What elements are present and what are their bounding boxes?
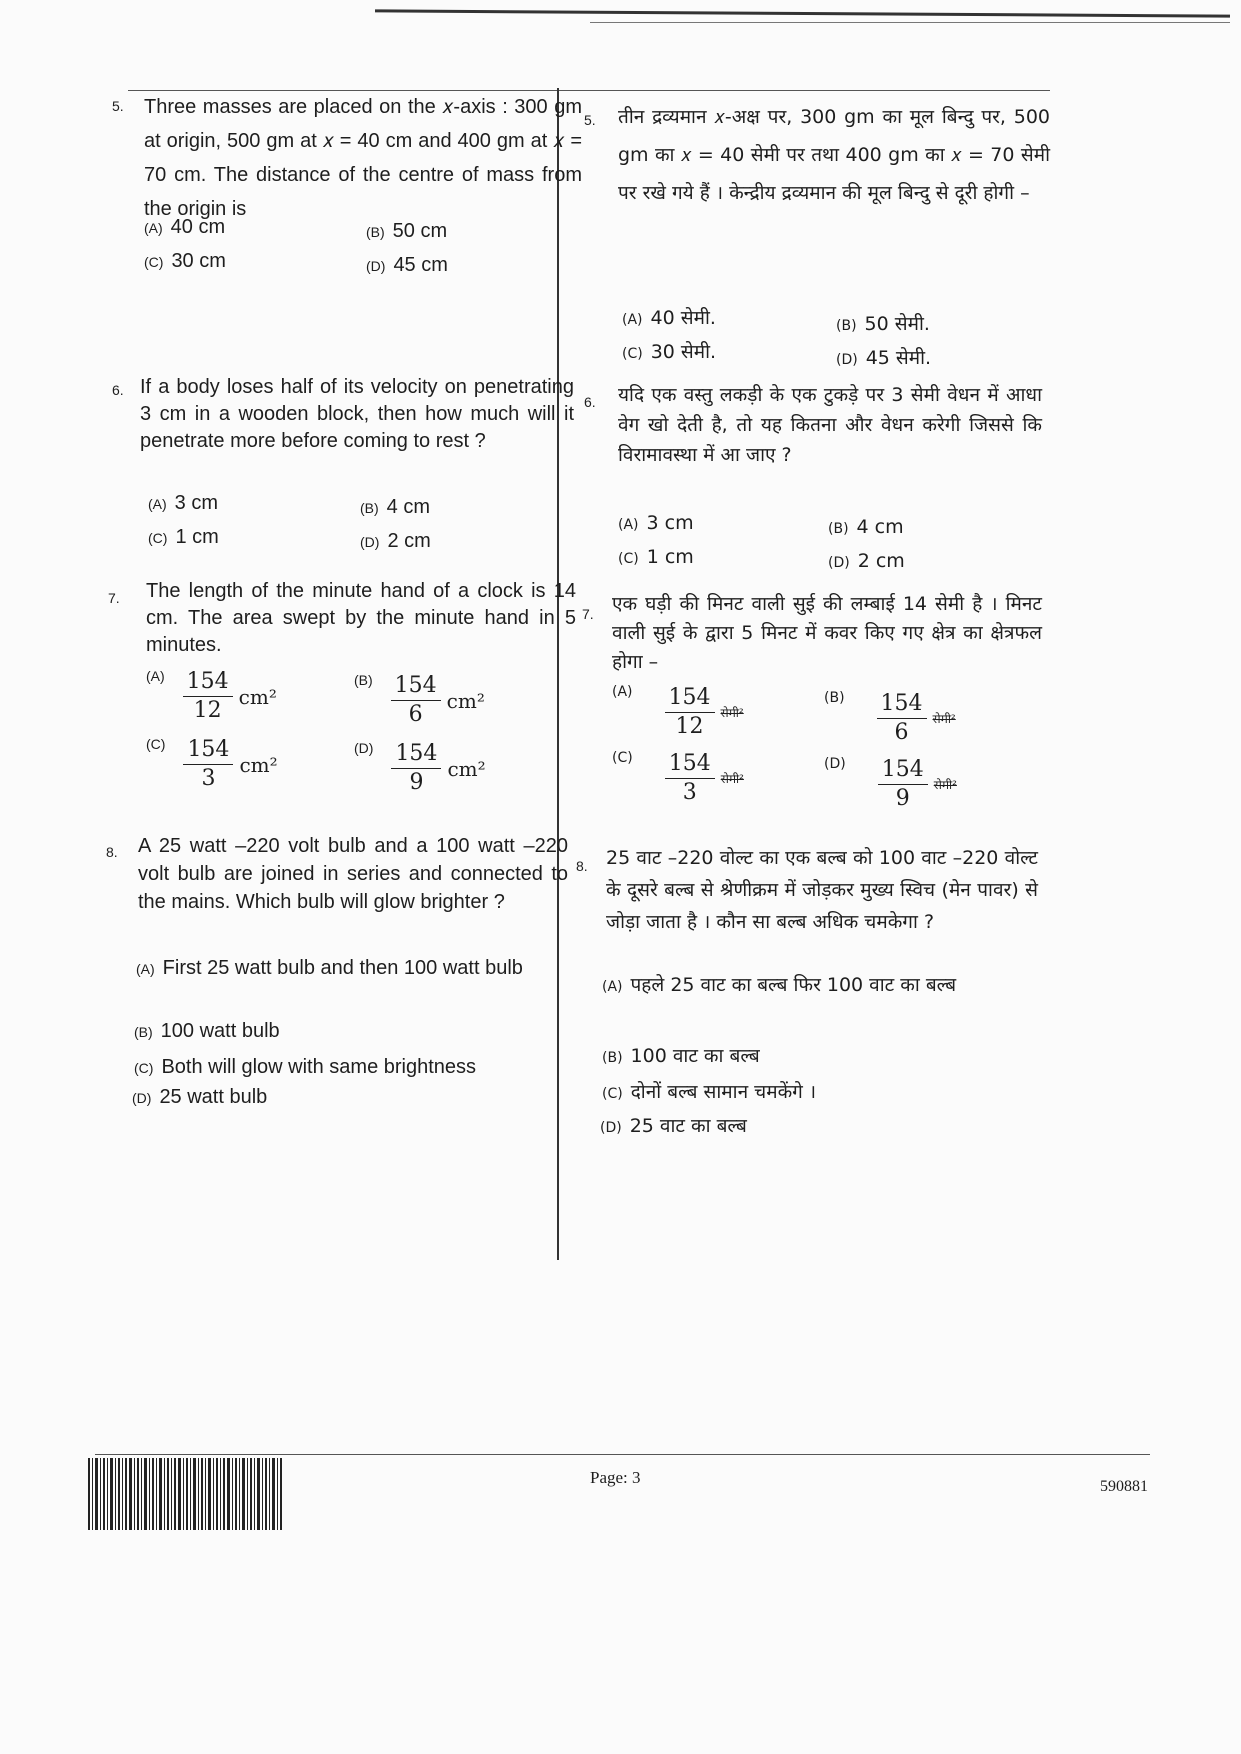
question-number: 7. bbox=[582, 606, 594, 622]
question-text: तीन द्रव्यमान 𝑥-अक्ष पर, 300 gm का मूल बिन्दु पर, 500 gm का 𝑥 = 40 सेमी पर तथा 400 gm का 𝑥 = 70 सेमी पर रखे गये हैं । केन्द्रीय द्रव्यमान की मूल बिन्दु से दूरी होगी – bbox=[618, 106, 1050, 204]
option-d: $^{(D)}$ $\frac{154}{9}$ cm² bbox=[354, 740, 486, 795]
option-a: (A) 3 cm bbox=[618, 512, 694, 534]
option-a: (A) 40 cm bbox=[144, 216, 226, 238]
question-text: Three masses are placed on the 𝑥-axis : 300 gm at origin, 500 gm at 𝑥 = 40 cm and 400 gm at 𝑥 = 70 cm. The distance of the centre of mass from the origin is bbox=[144, 96, 582, 220]
question-text: If a body loses half of its velocity on penetrating 3 cm in a wooden block, then how much will it penetrate more before coming to rest ? bbox=[140, 376, 574, 452]
fraction: $\frac{154}{9}$ bbox=[878, 756, 928, 813]
booklet-code: 590881 bbox=[1100, 1478, 1148, 1495]
option-a: (A) 40 सेमी. bbox=[622, 307, 716, 329]
question-number: 6. bbox=[584, 394, 596, 410]
option-a: $^{(A)}$ $\frac{154}{12}$ cm² bbox=[146, 668, 277, 723]
question-number: 5. bbox=[112, 98, 124, 114]
question-number: 5. bbox=[584, 112, 596, 128]
option-d: $^{(D)}$ $\frac{154}{9}$ सेमी² bbox=[824, 756, 957, 811]
question-text: यदि एक वस्तु लकड़ी के एक टुकड़े पर 3 सेमी वेधन में आधा वेग खो देती है, तो यह कितना और वेधन करेगी जिससे कि विरामावस्था में आ जाए ? bbox=[618, 384, 1042, 466]
option-c: (C) 30 सेमी. bbox=[622, 341, 717, 363]
option-a: $^{(A)}$ $\frac{154}{12}$ सेमी² bbox=[612, 684, 744, 739]
option-c: (C) 1 cm bbox=[148, 526, 219, 548]
fraction: $\frac{154}{3}$ bbox=[665, 750, 715, 807]
question-number: 6. bbox=[112, 382, 124, 398]
barcode-image bbox=[88, 1458, 284, 1530]
question-text: A 25 watt –220 volt bulb and a 100 watt –220 volt bulb are joined in series and connected to the mains. Which bulb will glow brighter ? bbox=[138, 835, 568, 913]
question-text: 25 वाट –220 वोल्ट का एक बल्ब को 100 वाट –220 वोल्ट के दूसरे बल्ब से श्रेणीक्रम में जोड़कर मुख्य स्विच (मेन पावर) से जोड़ा जाता है । कौन सा बल्ब अधिक चमकेगा ? bbox=[606, 847, 1038, 933]
option-b: (B) 100 watt bulb bbox=[134, 1020, 280, 1042]
option-a: (A) 3 cm bbox=[148, 492, 219, 514]
option-a: (A) First 25 watt bulb and then 100 watt bulb bbox=[136, 957, 523, 979]
option-c: (C) 1 cm bbox=[618, 546, 694, 568]
question-number: 8. bbox=[576, 858, 588, 874]
option-d: (D) 2 cm bbox=[828, 550, 905, 572]
fraction: $\frac{154}{12}$ bbox=[183, 668, 233, 725]
fraction: $\frac{154}{6}$ bbox=[877, 690, 927, 747]
top-rule-secondary bbox=[590, 22, 1230, 23]
question-text: The length of the minute hand of a clock is 14 cm. The area swept by the minute hand in 5 minutes. bbox=[146, 580, 576, 656]
footer-rule bbox=[95, 1454, 1150, 1455]
fraction: $\frac{154}{3}$ bbox=[183, 736, 233, 793]
option-b: (B) 100 वाट का बल्ब bbox=[602, 1045, 760, 1067]
option-b: (B) 50 cm bbox=[366, 220, 448, 242]
option-a: (A) पहले 25 वाट का बल्ब फिर 100 वाट का बल्ब bbox=[602, 974, 957, 996]
fraction: $\frac{154}{12}$ bbox=[665, 684, 715, 741]
option-c: (C) दोनों बल्ब सामान चमकेंगे । bbox=[602, 1081, 817, 1103]
option-d: (D) 25 watt bulb bbox=[132, 1086, 268, 1108]
option-c: $^{(C)}$ $\frac{154}{3}$ cm² bbox=[146, 736, 278, 791]
option-b: (B) 4 cm bbox=[828, 516, 904, 538]
question-text: एक घड़ी की मिनट वाली सुई की लम्बाई 14 सेमी है । मिनट वाली सुई के द्वारा 5 मिनट में कवर किए गए क्षेत्र का क्षेत्रफल होगा – bbox=[612, 593, 1042, 673]
option-b: $^{(B)}$ $\frac{154}{6}$ सेमी² bbox=[824, 690, 956, 745]
option-c: $^{(C)}$ $\frac{154}{3}$ सेमी² bbox=[612, 750, 744, 805]
page-number: Page: 3 bbox=[590, 1468, 641, 1487]
option-b: (B) 4 cm bbox=[360, 496, 431, 518]
question-number: 7. bbox=[108, 590, 120, 606]
option-b: $^{(B)}$ $\frac{154}{6}$ cm² bbox=[354, 672, 485, 727]
top-rule bbox=[375, 9, 1230, 17]
option-d: (D) 45 cm bbox=[366, 254, 448, 276]
option-b: (B) 50 सेमी. bbox=[836, 313, 930, 335]
fraction: $\frac{154}{9}$ bbox=[391, 740, 441, 797]
question-number: 8. bbox=[106, 844, 118, 860]
column-divider bbox=[557, 88, 559, 1260]
option-c: (C) Both will glow with same brightness bbox=[134, 1056, 477, 1078]
option-d: (D) 2 cm bbox=[360, 530, 431, 552]
option-d: (D) 45 सेमी. bbox=[836, 347, 932, 369]
fraction: $\frac{154}{6}$ bbox=[391, 672, 441, 729]
option-d: (D) 25 वाट का बल्ब bbox=[600, 1115, 747, 1137]
option-c: (C) 30 cm bbox=[144, 250, 226, 272]
